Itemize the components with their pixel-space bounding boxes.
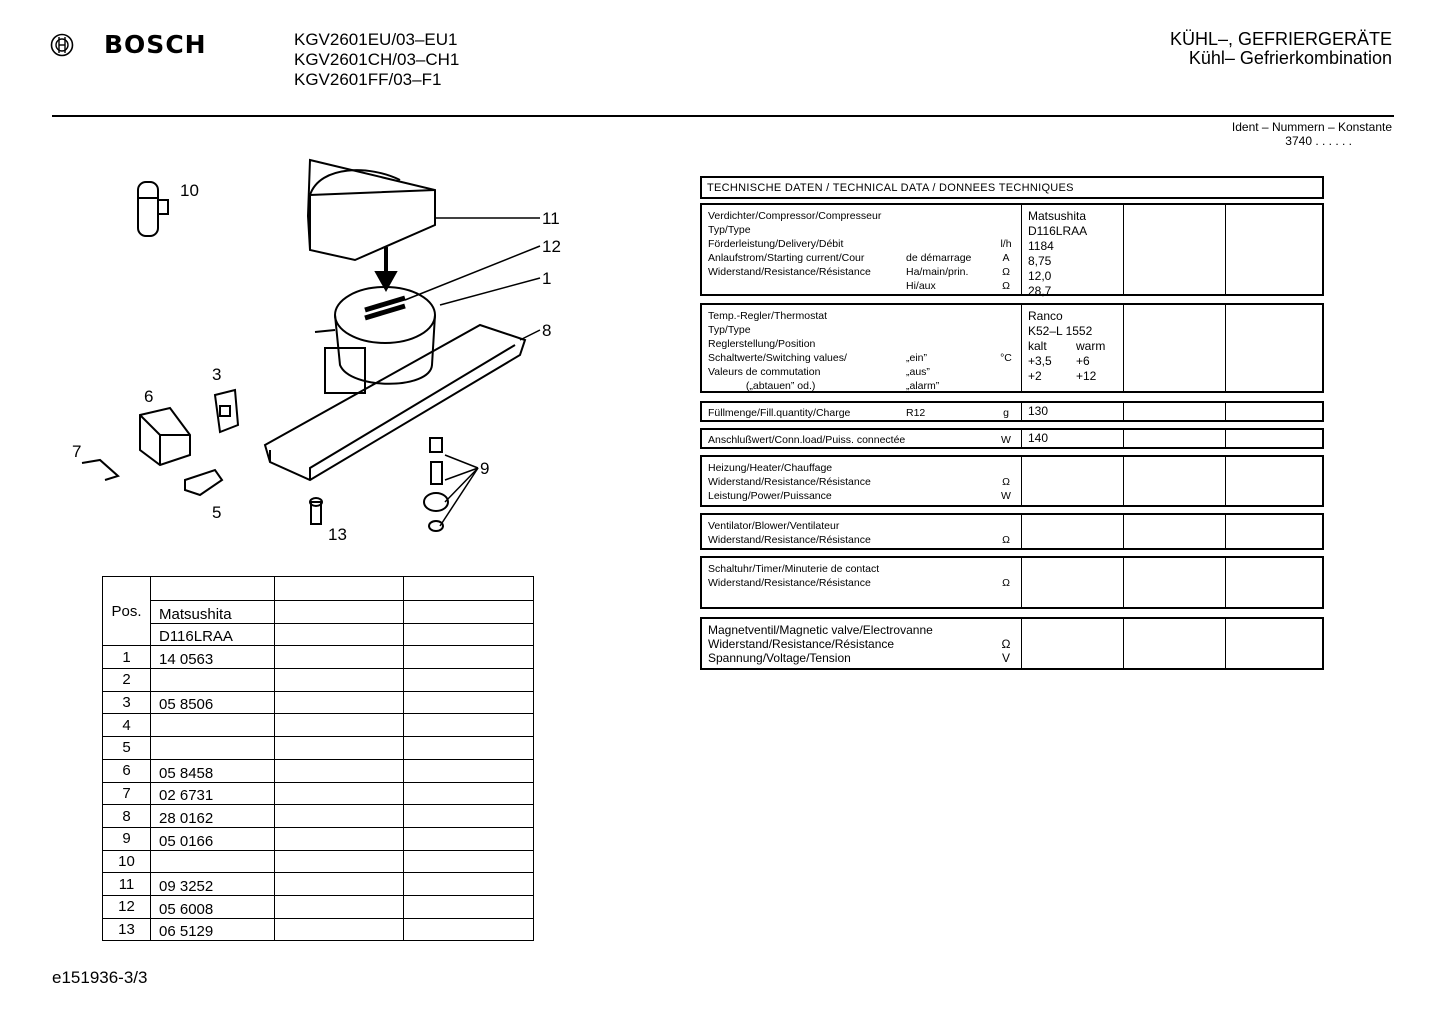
empty-cell [275, 805, 404, 828]
empty-cell [275, 918, 404, 941]
compressor-type-header: D116LRAA [151, 623, 275, 646]
exploded-parts-diagram [60, 150, 580, 550]
tech-label: Widerstand/Resistance/Résistance [708, 577, 871, 589]
part-number-cell: 09 3252 [151, 873, 275, 896]
overload-part [185, 470, 222, 495]
compressor-values [1022, 205, 1124, 298]
empty-cell [275, 646, 404, 669]
part-number-cell [151, 737, 275, 760]
tech-unit: Ω [1001, 637, 1011, 651]
tech-label: Widerstand/Resistance/Résistance [708, 266, 871, 278]
tech-label-line [708, 351, 1015, 365]
connection-block [700, 428, 1324, 449]
part-number-cell: 06 5129 [151, 918, 275, 941]
tech-label: Heizung/Heater/Chauffage [708, 462, 833, 474]
callout-11: 11 [542, 209, 560, 228]
tech-label-line [708, 623, 1015, 637]
tech-label: Widerstand/Resistance/Résistance [708, 534, 871, 546]
table-row [103, 895, 534, 918]
retaining-clip-part [82, 460, 118, 480]
ident-value: 3740 . . . . . . [1285, 134, 1352, 148]
callout-3: 3 [212, 365, 222, 384]
model-number: KGV2601EU/03–EU1 [294, 30, 458, 49]
table-row [103, 782, 534, 805]
value-pair: +2 +12 [1028, 369, 1097, 383]
header-divider [52, 115, 1394, 117]
tech-unit: W [1001, 490, 1011, 502]
value-cell: 12,0 [1028, 269, 1052, 283]
part-number-cell: 05 8458 [151, 759, 275, 782]
tech-label: Förderleistung/Delivery/Débit [708, 238, 844, 250]
table-row [103, 850, 534, 873]
parts-table [102, 576, 534, 941]
value-cell: 1184 [1028, 239, 1054, 253]
table-row [103, 646, 534, 669]
tech-label-line [708, 365, 1015, 379]
model-number: KGV2601CH/03–CH1 [294, 50, 460, 69]
down-arrow-icon [376, 247, 396, 290]
part-number-cell [151, 850, 275, 873]
empty-cell [404, 782, 534, 805]
tech-label-line [708, 651, 1015, 665]
table-row [103, 669, 534, 692]
empty-cell [404, 759, 534, 782]
heater-labels [702, 457, 1022, 505]
empty-cell [404, 918, 534, 941]
manufacturer-header: Matsushita [151, 601, 275, 624]
charge-block [700, 401, 1324, 422]
table-header-row [103, 623, 534, 646]
callout-1: 1 [542, 269, 552, 288]
blower-block [700, 513, 1324, 550]
tech-label-line [708, 461, 1015, 475]
empty-cell [275, 850, 404, 873]
tech-unit: Ω [1002, 280, 1010, 292]
screw-part [310, 498, 322, 524]
empty-cell [404, 669, 534, 692]
pos-cell: 5 [103, 737, 151, 760]
tech-label: Widerstand/Resistance/Résistance [708, 637, 895, 651]
part-number-cell [151, 714, 275, 737]
tech-label: Schaltuhr/Timer/Minuterie de contact [708, 563, 880, 575]
table-header-row [103, 577, 534, 601]
bosch-logo [50, 30, 207, 59]
thermostat-block [700, 303, 1324, 393]
protector-cover-part [140, 408, 190, 465]
callout-6: 6 [144, 387, 154, 406]
empty-cell [275, 827, 404, 850]
tech-label: Typ/Type [708, 224, 751, 236]
valve-labels [702, 619, 1022, 668]
pos-cell: 8 [103, 805, 151, 828]
tech-label-line [708, 265, 1015, 279]
tech-label-line [708, 637, 1015, 651]
tech-label-line [708, 379, 1015, 393]
table-row [103, 691, 534, 714]
empty-cell [404, 714, 534, 737]
tech-label-line [708, 251, 1015, 265]
tech-label: Anlaufstrom/Starting current/Cour [708, 252, 865, 264]
table-header-row [103, 601, 534, 624]
grommet-set-part [424, 438, 478, 531]
blower-labels [702, 515, 1022, 548]
callout-13: 13 [328, 525, 347, 544]
tech-label-line [708, 309, 1015, 323]
pos-cell: 6 [103, 759, 151, 782]
tech-label-line [708, 475, 1015, 489]
tech-label: („abtauen” od.) [708, 380, 816, 392]
tech-label-line [708, 223, 1015, 237]
value-cell: Matsushita [1028, 209, 1087, 223]
thermostat-values [1022, 305, 1124, 391]
tech-unit: Ω [1002, 476, 1010, 488]
empty-cell [404, 827, 534, 850]
empty-cell [404, 691, 534, 714]
tech-label: Verdichter/Compressor/Compresseur [708, 210, 882, 222]
callout-9: 9 [480, 459, 490, 478]
tech-label: Schaltwerte/Switching values/ [708, 352, 847, 364]
empty-cell [275, 691, 404, 714]
table-row [103, 759, 534, 782]
tech-label-line [708, 533, 1015, 547]
tech-unit: l/h [1000, 238, 1012, 250]
rubber-pad-part [308, 160, 540, 260]
tech-label-line [708, 337, 1015, 351]
empty-cell [404, 895, 534, 918]
tech-label: Temp.-Regler/Thermostat [708, 310, 828, 322]
empty-cell [275, 714, 404, 737]
value-cell: 8,75 [1028, 254, 1052, 268]
tech-label: Widerstand/Resistance/Résistance [708, 476, 871, 488]
empty-cell [404, 850, 534, 873]
pos-header: Pos. [103, 577, 151, 646]
callout-5: 5 [212, 503, 222, 522]
empty-cell [275, 782, 404, 805]
table-row [103, 805, 534, 828]
part-number-cell: 14 0563 [151, 646, 275, 669]
tech-label-line [708, 279, 1015, 293]
value-cell: 28,7 [1028, 284, 1052, 298]
tech-label: Magnetventil/Magnetic valve/Electrovanne [708, 623, 933, 637]
callout-7: 7 [72, 442, 82, 461]
product-subtitle: Kühl– Gefrierkombination [1188, 48, 1392, 68]
table-row [103, 873, 534, 896]
tech-label: Reglerstellung/Position [708, 338, 816, 350]
value-cell: Ranco [1028, 309, 1063, 323]
tech-unit: Ω [1002, 266, 1010, 278]
empty-cell [275, 737, 404, 760]
timer-labels [702, 558, 1022, 607]
part-number-cell: 28 0162 [151, 805, 275, 828]
compressor-block [700, 203, 1324, 296]
tech-unit: °C [1000, 352, 1012, 364]
part-number-cell: 05 0166 [151, 827, 275, 850]
model-list [294, 30, 459, 90]
value-cell: D116LRAA [1028, 224, 1088, 238]
pos-cell: 4 [103, 714, 151, 737]
tech-sub-label: „alarm” [906, 380, 940, 392]
empty-cell [404, 737, 534, 760]
tech-label: Ventilator/Blower/Ventilateur [708, 520, 840, 532]
tech-unit: Ω [1002, 534, 1010, 546]
value-cell: K52–L 1552 [1028, 324, 1093, 338]
tech-label: Valeurs de commutation [708, 366, 821, 378]
connection-value: 140 [1022, 430, 1124, 447]
charge-value: 130 [1022, 403, 1124, 420]
tech-label-line [708, 576, 1015, 590]
tech-sub-label: „aus” [906, 366, 930, 378]
table-row [103, 918, 534, 941]
pos-cell: 10 [103, 850, 151, 873]
tech-sub-label: Hi/aux [906, 280, 936, 292]
pos-cell: 3 [103, 691, 151, 714]
empty-cell [404, 873, 534, 896]
pos-cell: 11 [103, 873, 151, 896]
table-row [103, 827, 534, 850]
table-row [103, 737, 534, 760]
ident-label: Ident – Nummern – Konstante [1231, 120, 1392, 134]
timer-block [700, 556, 1324, 609]
charge-label: Füllmenge/Fill.quantity/Charge [708, 407, 851, 419]
tech-label: Typ/Type [708, 324, 751, 336]
compressor-part [315, 246, 540, 393]
ident-block [1232, 120, 1392, 148]
part-number-cell [151, 669, 275, 692]
tech-data-heading: TECHNISCHE DATEN / TECHNICAL DATA / DONNEES TECHNIQUES [700, 176, 1324, 199]
document-code: e151936-3/3 [52, 968, 148, 987]
part-number-cell: 02 6731 [151, 782, 275, 805]
empty-cell [275, 669, 404, 692]
empty-cell [275, 759, 404, 782]
tech-label-line [708, 323, 1015, 337]
callout-8: 8 [542, 321, 552, 340]
pos-cell: 9 [103, 827, 151, 850]
tech-label: Spannung/Voltage/Tension [708, 651, 851, 665]
thermostat-labels [702, 305, 1022, 391]
connection-unit: W [1001, 434, 1011, 446]
pos-cell: 12 [103, 895, 151, 918]
tech-unit: V [1001, 651, 1010, 665]
part-number-cell: 05 6008 [151, 895, 275, 918]
heater-block [700, 455, 1324, 507]
capacitor-part [138, 182, 168, 236]
tech-unit: A [1002, 252, 1010, 264]
relay-part [215, 390, 238, 432]
charge-refrigerant: R12 [906, 407, 926, 419]
charge-unit: g [1003, 407, 1009, 419]
tech-label: Leistung/Power/Puissance [708, 490, 832, 502]
base-rail-part [265, 325, 540, 480]
brand-name: BOSCH [104, 30, 207, 59]
empty-cell [404, 646, 534, 669]
table-row [103, 714, 534, 737]
empty-cell [404, 805, 534, 828]
value-pair: kalt warm [1028, 339, 1106, 353]
value-pair: +3,5 +6 [1028, 354, 1090, 368]
tech-sub-label: de démarrage [906, 252, 972, 264]
empty-cell [275, 895, 404, 918]
parts-table-body [103, 577, 534, 941]
callout-12: 12 [542, 237, 561, 256]
model-number: KGV2601FF/03–F1 [294, 70, 442, 89]
tech-label-line [708, 237, 1015, 251]
tech-unit: Ω [1002, 577, 1010, 589]
compressor-labels [702, 205, 1022, 294]
document-title [1170, 30, 1392, 68]
pos-cell: 1 [103, 646, 151, 669]
category-title: KÜHL–, GEFRIERGERÄTE [1169, 29, 1392, 49]
tech-label-line [708, 209, 1015, 223]
pos-cell: 7 [103, 782, 151, 805]
callout-10: 10 [180, 181, 199, 200]
tech-label-line [708, 519, 1015, 533]
empty-cell [275, 873, 404, 896]
bosch-armature-icon [50, 33, 74, 57]
pos-cell: 2 [103, 669, 151, 692]
pos-cell: 13 [103, 918, 151, 941]
part-number-cell: 05 8506 [151, 691, 275, 714]
connection-label: Anschlußwert/Conn.load/Puiss. connectée [708, 434, 906, 446]
tech-sub-label: „ein” [906, 352, 928, 364]
tech-label-line [708, 489, 1015, 503]
valve-block [700, 617, 1324, 670]
tech-sub-label: Ha/main/prin. [906, 266, 969, 278]
tech-label-line [708, 562, 1015, 576]
